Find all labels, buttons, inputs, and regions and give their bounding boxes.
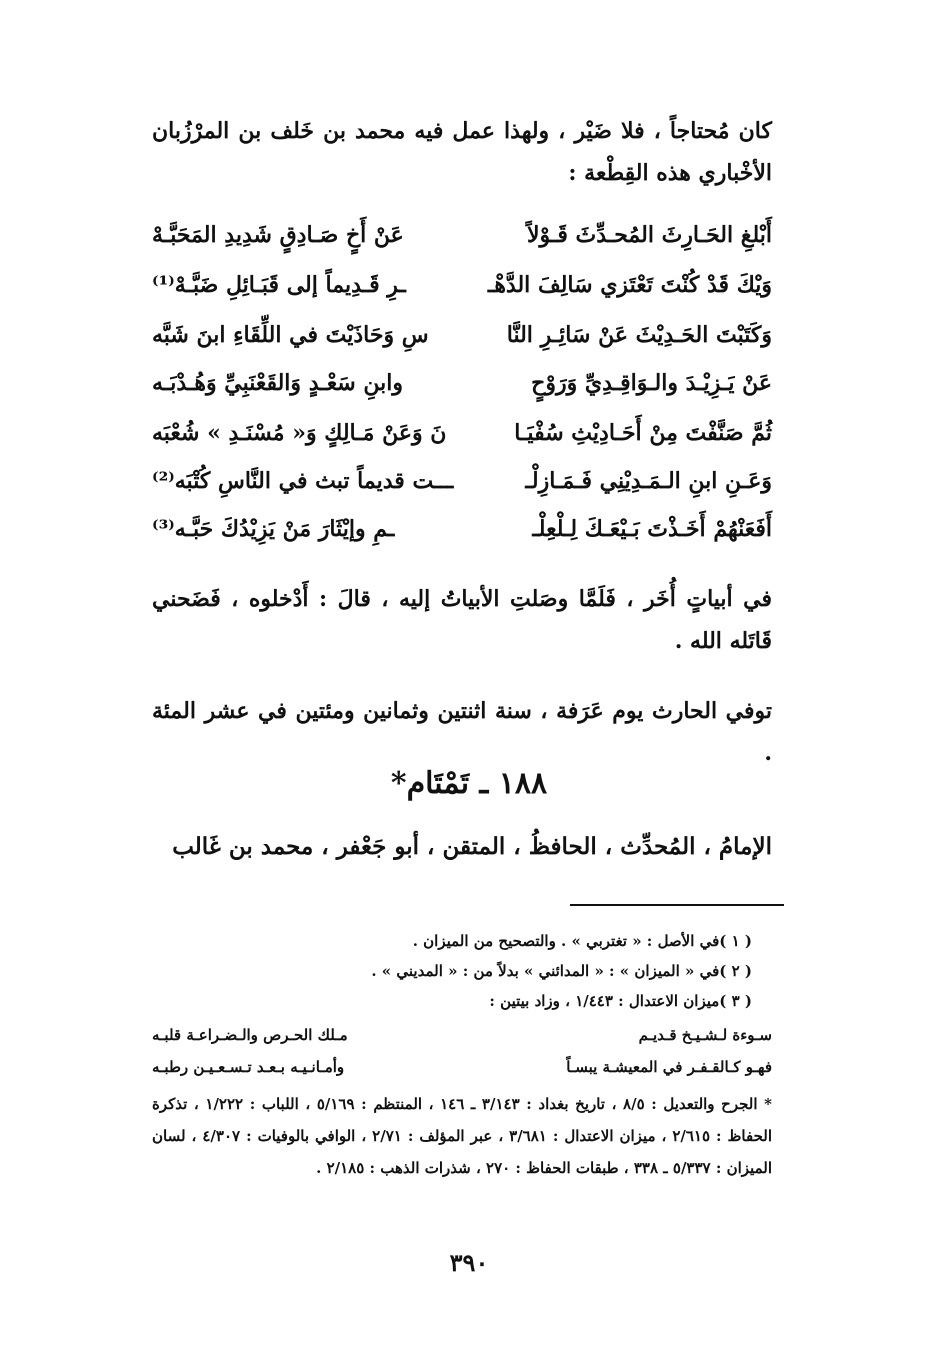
footnote-3: ( ٣ )ميزان الاعتدال : ١/٤٤٣ ، وزاد بيتين : — [489, 992, 752, 1010]
verse-second-hemistich: عَنْ أَخٍ صَـادِقٍ شَدِيدِ المَحَبَّـهْ — [152, 222, 404, 248]
death-date-paragraph: توفي الحارث يوم عَرَفة ، سنة اثنتين وثمانين ومئتين في عشر المئة . — [152, 698, 772, 766]
biography-sources: * الجرح والتعديل : ٨/٥ ، تاريخ بغداد : ٣/١٤٣ ـ ١٤٦ ، المنتظم : ٥/١٦٩ ، اللباب : ١/٢٢٢ ، تذكرة الحفاظ : ٢/٦١٥ ، ميزان الاعتدال : ٣/٦٨١ ، عبر المؤلف : ٢/٧١ ، الوافي بالوفيات : ٤/٣٠٧ ، لسان الميزان : ٥/٣٣٧ ـ ٣٣٨ ، طبقات الحفاظ : ٢٧٠ ، شذرات الذهب : ٢/١٨٥ . — [152, 1095, 773, 1177]
footnotes — [152, 926, 772, 1226]
verse-first-hemistich: أَفَعَنْهُمْ أَخَـذْتَ بَـيْعَـكَ لِـلْعِلْـ — [532, 516, 772, 542]
footnote-verse-first: فهـو كـالقـفـر في المعيشـة يبسـاً — [566, 1058, 772, 1076]
verse-second-hemistich: ـرِ قَـدِيماً إلى قَبَـائِلِ ضَبَّـهْ⁽¹⁾ — [152, 272, 406, 298]
footnote-verse-line — [152, 1020, 772, 1048]
verse-first-hemistich: عَنْ يَـزِيْـدَ والـوَاقِـدِيِّ وَرَوْحٍ — [531, 370, 772, 396]
verse-first-hemistich: وَكَتَبْتَ الحَـدِيْثَ عَنْ سَائِـرِ النَّا — [506, 322, 772, 348]
closing-paragraph: في أبياتٍ أُخَر ، فَلَمَّا وصَلتِ الأبياتُ إليه ، قالَ : أَدْخلوه ، فَضَحني قَاتَله الله . — [152, 586, 772, 654]
footnote-verse-first: سـوءة لـشـيـخ قـديـم — [638, 1026, 772, 1044]
entry-intro-paragraph: الإمامُ ، المُحدِّث ، الحافظُ ، المتقن ، أبو جَعْفر ، محمد بن غَالب — [172, 833, 772, 860]
entry-heading: ١٨٨ ـ تَمْتَام* — [390, 766, 548, 801]
verse-second-hemistich: ـــت قديماً تبث في النَّاسِ كُتْبَه⁽²⁾ — [152, 468, 454, 494]
verse-second-hemistich: نَ وَعَنْ مَـالِكٍ وَ« مُسْنَـدِ » شُعْبَه — [152, 420, 447, 446]
footnote-verse-second: مـلك الحـرص والـضـراعـة قلبـه — [152, 1026, 348, 1044]
verse-line — [152, 222, 772, 268]
verse-first-hemistich: وَيْكَ قَدْ كُنْتَ تَعْتَزي سَالِفَ الدَّهْـ — [487, 272, 772, 298]
verse-line — [152, 468, 772, 514]
footnote-divider — [570, 904, 784, 906]
footnote-1: ( ١ )في الأصل : « تغتربي » . والتصحيح من الميزان . — [412, 932, 752, 950]
footnote-2: ( ٢ )في « الميزان » : « المدائني » بدلاً من : « المديني » . — [371, 962, 752, 980]
verse-line — [152, 322, 772, 368]
footnote-verse-line — [152, 1052, 772, 1080]
verse-first-hemistich: أَبْلغِ الحَـارِثَ المُحـدِّثَ قَـوْلاً — [526, 222, 772, 248]
verse-first-hemistich: وَعَـنِ ابنِ الـمَـدِيْنِي فَـمَـازِلْـ — [525, 468, 772, 494]
verse-first-hemistich: ثُمَّ صَنَّفْتَ مِنْ أَحَـادِيْثِ سُفْيَـا — [514, 420, 772, 446]
opening-paragraph: كان مُحتاجاً ، فلا ضَيْر ، ولهذا عمل فيه محمد بن خَلف بن المرْزُبان الأخْباري هذه القِطْعة : — [152, 118, 772, 186]
verse-line — [152, 272, 772, 318]
page-number: ٣٩٠ — [449, 1248, 489, 1277]
verse-line — [152, 516, 772, 562]
verse-line — [152, 420, 772, 466]
verse-line — [152, 370, 772, 416]
footnote-verse-second: وأمـانـيـه بـعـد تـسـعـيـن رطبـه — [152, 1058, 345, 1076]
verse-second-hemistich: وابنِ سَعْـدٍ وَالقَعْنَبِيِّ وَهُـدْبَـه — [152, 370, 404, 396]
verse-second-hemistich: ـمِ وإيْثَارَ مَنْ يَزِيْدُكَ حَبَّـه⁽³⁾ — [152, 516, 395, 542]
verse-second-hemistich: سِ وَحَاذَيْتَ في اللِّقَاءِ ابنَ شَبَّه — [152, 322, 429, 348]
